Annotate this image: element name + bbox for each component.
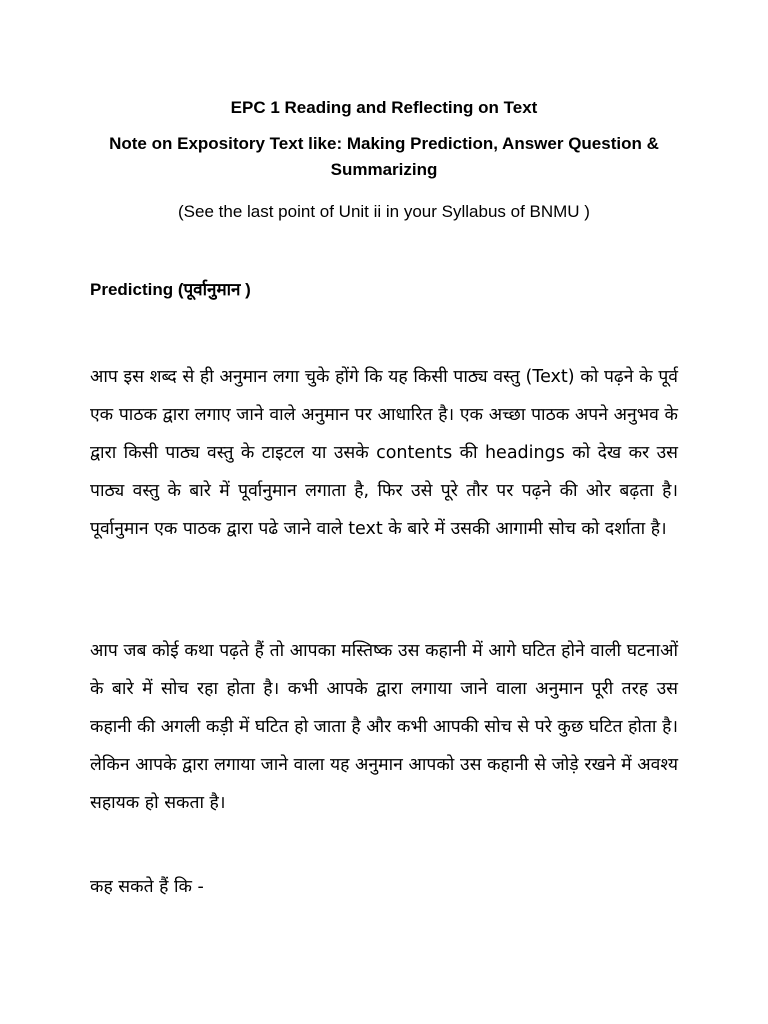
syllabus-note: (See the last point of Unit ii in your Syllabus of BNMU ) [178,202,590,221]
document-title: EPC 1 Reading and Reflecting on Text [230,98,538,117]
paragraph-3: कह सकते हैं कि - [90,877,204,897]
document-subtitle: Note on Expository Text like: Making Prediction, Answer Question & Summarizing [109,134,659,179]
paragraph-2: आप जब कोई कथा पढ़ते हैं तो आपका मस्तिष्क उस कहानी में आगे घटित होने वाली घटनाओं के बारे में सोच रहा होता है। कभी आपके द्वारा लगाया जाने वाला अनुमान पूरी तरह उस कहानी की अगली कड़ी में घटित हो जाता है और कभी आपकी सोच से परे कुछ घटित होता है। लेकिन आपके द्वारा लगाया जाने वाला यह अनुमान आपको उस कहानी से जोड़े रखने में अवश्य सहायक हो सकता है। [90,641,678,813]
section-heading: Predicting (पूर्वानुमान ) [90,280,251,299]
paragraph-1: आप इस शब्द से ही अनुमान लगा चुके होंगे कि यह किसी पाठ्य वस्तु (Text) को पढ़ने के पूर्व एक पाठक द्वारा लगाए जाने वाले अनुमान पर आधारित है। एक अच्छा पाठक अपने अनुभव के द्वारा किसी पाठ्य वस्तु के टाइटल या उसके contents की headings को देख कर उस पाठ्य वस्तु के बारे में पूर्वानुमान लगाता है, फिर उसे पूरे तौर पर पढ़ने की ओर बढ़ता है। पूर्वानुमान एक पाठक द्वारा पढे जाने वाले text के बारे में उसकी आगामी सोच को दर्शाता है। [90,367,678,539]
